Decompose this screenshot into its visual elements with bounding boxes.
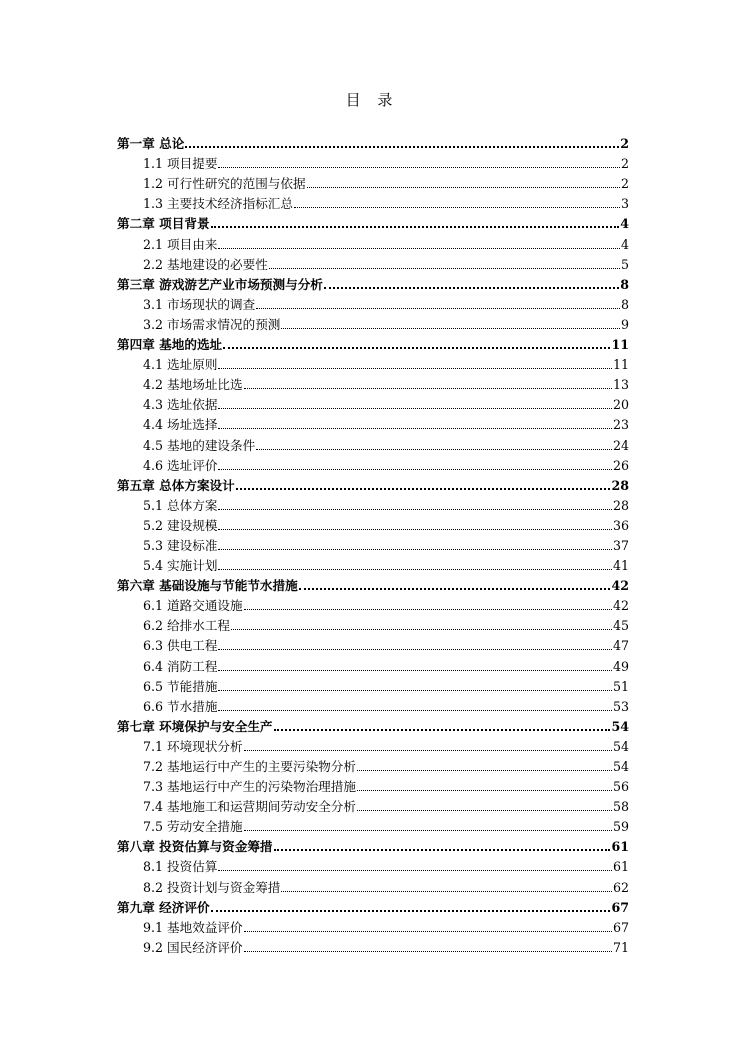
- toc-section-entry[interactable]: [117, 353, 629, 373]
- toc-section-entry[interactable]: [117, 855, 629, 875]
- toc-section-entry[interactable]: [117, 795, 629, 815]
- toc-chapter-entry[interactable]: [117, 715, 629, 735]
- toc-dot-leader: [236, 487, 611, 490]
- toc-dot-leader: [299, 587, 611, 590]
- toc-chapter-entry[interactable]: [117, 132, 629, 152]
- toc-entry-label: 6.6 节水措施: [143, 698, 218, 714]
- toc-page-number: 2: [620, 156, 629, 172]
- toc-section-entry[interactable]: [117, 393, 629, 413]
- toc-chapter-entry[interactable]: [117, 835, 629, 855]
- toc-entry-label: 7.2 基地运行中产生的主要污染物分析: [143, 759, 356, 774]
- toc-section-entry[interactable]: [117, 514, 629, 534]
- toc-page-number: 3: [620, 196, 629, 212]
- toc-entry-label: 7.1 环境现状分析: [143, 738, 243, 754]
- toc-section-entry[interactable]: [117, 373, 629, 393]
- toc-section-entry[interactable]: [117, 755, 629, 775]
- toc-section-entry[interactable]: [117, 454, 629, 474]
- toc-entry-label: 第八章 投资估算与资金筹措: [117, 839, 273, 855]
- toc-dot-leader: [357, 769, 612, 771]
- toc-section-entry[interactable]: [117, 534, 629, 554]
- toc-section-entry[interactable]: [117, 494, 629, 514]
- toc-section-entry[interactable]: [117, 654, 629, 674]
- toc-page-number: 58: [612, 799, 629, 815]
- toc-page-number: 45: [612, 618, 629, 634]
- toc-dot-leader: [269, 267, 620, 269]
- toc-entry-label: 5.1 总体方案: [143, 497, 218, 513]
- toc-dot-leader: [218, 427, 612, 429]
- toc-page-number: 42: [611, 578, 629, 594]
- toc-dot-leader: [185, 145, 619, 148]
- toc-section-entry[interactable]: [117, 875, 629, 895]
- toc-page-number: 61: [612, 859, 629, 875]
- toc-dot-leader: [231, 628, 612, 630]
- toc-page-number: 11: [611, 337, 629, 353]
- toc-dot-leader: [307, 186, 620, 188]
- toc-dot-leader: [218, 709, 612, 711]
- toc-entry-label: 9.1 基地效益评价: [143, 919, 243, 935]
- toc-entry-label: 3.1 市场现状的调查: [143, 296, 256, 312]
- toc-entry-label: 第三章 游戏游艺产业市场预测与分析: [117, 276, 323, 292]
- toc-page-number: 8: [620, 276, 629, 292]
- toc-page-number: 47: [612, 638, 629, 654]
- toc-entry-label: 5.4 实施计划: [143, 558, 218, 574]
- toc-entry-label: 7.5 劳动安全措施: [143, 819, 243, 835]
- toc-section-entry[interactable]: [117, 936, 629, 956]
- toc-page-number: 53: [612, 698, 629, 714]
- toc-entry-label: 1.3 主要技术经济指标汇总: [143, 196, 293, 212]
- toc-dot-leader: [218, 247, 620, 249]
- toc-entry-label: 6.5 节能措施: [143, 678, 218, 694]
- toc-entry-label: 4.5 基地的建设条件: [143, 437, 256, 453]
- toc-section-entry[interactable]: [117, 232, 629, 252]
- toc-entry-label: 6.2 给排水工程: [143, 618, 231, 634]
- toc-dot-leader: [324, 286, 619, 289]
- toc-entry-label: 第二章 项目背景: [117, 216, 210, 232]
- toc-dot-leader: [244, 749, 612, 751]
- toc-dot-leader: [218, 689, 612, 691]
- toc-entry-label: 第一章 总论: [117, 136, 185, 152]
- toc-entry-label: 1.2 可行性研究的范围与依据: [143, 176, 306, 192]
- toc-section-entry[interactable]: [117, 695, 629, 715]
- toc-page-number: 71: [612, 939, 629, 955]
- toc-chapter-entry[interactable]: [117, 273, 629, 293]
- toc-entry-label: 6.1 道路交通设施: [143, 598, 243, 614]
- toc-page-number: 20: [612, 397, 629, 413]
- toc-page-number: 59: [612, 819, 629, 835]
- toc-entry-label: 2.2 基地建设的必要性: [143, 256, 268, 272]
- toc-page-number: 2: [620, 136, 629, 152]
- table-of-contents: [117, 132, 629, 956]
- toc-section-entry[interactable]: [117, 413, 629, 433]
- toc-page-number: 28: [611, 477, 629, 493]
- toc-dot-leader: [274, 848, 611, 851]
- toc-entry-label: 4.4 场址选择: [143, 417, 218, 433]
- toc-entry-label: 4.1 选址原则: [143, 357, 218, 373]
- toc-dot-leader: [244, 387, 612, 389]
- toc-dot-leader: [218, 648, 612, 650]
- toc-dot-leader: [218, 166, 620, 168]
- toc-chapter-entry[interactable]: [117, 333, 629, 353]
- page-title: 目 录: [345, 91, 399, 109]
- toc-section-entry[interactable]: [117, 152, 629, 172]
- toc-entry-label: 4.3 选址依据: [143, 397, 218, 413]
- toc-page-number: 13: [612, 377, 629, 393]
- toc-section-entry[interactable]: [117, 253, 629, 273]
- toc-section-entry[interactable]: [117, 614, 629, 634]
- toc-section-entry[interactable]: [117, 433, 629, 453]
- toc-entry-label: 6.3 供电工程: [143, 638, 218, 654]
- toc-page-number: 61: [611, 839, 629, 855]
- toc-page-number: 37: [612, 537, 629, 553]
- toc-entry-label: 第五章 总体方案设计: [117, 477, 235, 493]
- toc-dot-leader: [223, 346, 610, 349]
- toc-entry-label: 4.2 基地场址比选: [143, 377, 243, 393]
- toc-entry-label: 第六章 基础设施与节能节水措施: [117, 578, 298, 594]
- toc-section-entry[interactable]: [117, 735, 629, 755]
- toc-dot-leader: [281, 890, 612, 892]
- toc-entry-label: 2.1 项目由来: [143, 236, 218, 252]
- toc-page-number: 67: [611, 899, 629, 915]
- toc-dot-leader: [274, 728, 611, 731]
- toc-dot-leader: [244, 950, 612, 952]
- toc-dot-leader: [211, 909, 611, 912]
- toc-page-number: 23: [612, 417, 629, 433]
- toc-dot-leader: [218, 468, 612, 470]
- toc-page-number: 5: [620, 256, 629, 272]
- toc-dot-leader: [218, 407, 612, 409]
- toc-dot-leader: [244, 829, 612, 831]
- toc-entry-label: 8.2 投资计划与资金筹措: [143, 879, 281, 895]
- toc-dot-leader: [218, 669, 612, 671]
- toc-section-entry[interactable]: [117, 775, 629, 795]
- toc-section-entry[interactable]: [117, 634, 629, 654]
- toc-section-entry[interactable]: [117, 554, 629, 574]
- toc-page-number: 54: [612, 759, 629, 774]
- toc-entry-label: 4.6 选址评价: [143, 457, 218, 473]
- toc-entry-label: 9.2 国民经济评价: [143, 939, 243, 955]
- toc-dot-leader: [294, 206, 620, 208]
- toc-page-number: 4: [620, 236, 629, 252]
- toc-dot-leader: [357, 789, 612, 791]
- toc-entry-label: 7.4 基地施工和运营期间劳动安全分析: [143, 799, 356, 815]
- toc-chapter-entry[interactable]: [117, 574, 629, 594]
- toc-dot-leader: [218, 568, 612, 570]
- toc-section-entry[interactable]: [117, 192, 629, 212]
- toc-page-number: 51: [612, 678, 629, 694]
- toc-page-number: 24: [612, 437, 629, 453]
- toc-page-number: 8: [620, 296, 629, 312]
- toc-section-entry[interactable]: [117, 313, 629, 333]
- toc-entry-label: 第九章 经济评价: [117, 899, 210, 915]
- toc-page-number: 28: [612, 497, 629, 513]
- toc-section-entry[interactable]: [117, 675, 629, 695]
- toc-entry-label: 5.3 建设标准: [143, 537, 218, 553]
- toc-section-entry[interactable]: [117, 815, 629, 835]
- toc-entry-label: 7.3 基地运行中产生的污染物治理措施: [143, 779, 356, 795]
- toc-section-entry[interactable]: [117, 594, 629, 614]
- toc-entry-label: 5.2 建设规模: [143, 517, 218, 533]
- toc-page-number: 11: [612, 357, 629, 373]
- toc-dot-leader: [218, 869, 612, 871]
- toc-dot-leader: [211, 225, 620, 228]
- toc-page-number: 49: [612, 658, 629, 674]
- toc-chapter-entry[interactable]: [117, 212, 629, 232]
- toc-dot-leader: [281, 327, 620, 329]
- toc-page-number: 56: [612, 779, 629, 795]
- toc-dot-leader: [244, 608, 612, 610]
- toc-dot-leader: [244, 930, 612, 932]
- toc-entry-label: 8.1 投资估算: [143, 859, 218, 875]
- toc-dot-leader: [218, 367, 612, 369]
- toc-page-number: 54: [611, 718, 629, 734]
- toc-page-number: 26: [612, 457, 629, 473]
- toc-page-number: 41: [612, 558, 629, 574]
- toc-dot-leader: [256, 307, 620, 309]
- toc-page-number: 36: [612, 517, 629, 533]
- toc-page-number: 62: [612, 879, 629, 895]
- toc-entry-label: 1.1 项目提要: [143, 156, 218, 172]
- toc-chapter-entry[interactable]: [117, 474, 629, 494]
- toc-section-entry[interactable]: [117, 172, 629, 192]
- toc-section-entry[interactable]: [117, 916, 629, 936]
- toc-page-number: 2: [620, 176, 629, 192]
- toc-section-entry[interactable]: [117, 293, 629, 313]
- toc-dot-leader: [218, 508, 612, 510]
- toc-dot-leader: [256, 448, 612, 450]
- toc-entry-label: 第七章 环境保护与安全生产: [117, 718, 273, 734]
- toc-entry-label: 第四章 基地的选址: [117, 337, 223, 353]
- toc-page-number: 42: [612, 598, 629, 614]
- toc-dot-leader: [357, 809, 612, 811]
- toc-dot-leader: [218, 548, 612, 550]
- toc-chapter-entry[interactable]: [117, 896, 629, 916]
- toc-page-number: 4: [620, 216, 629, 232]
- toc-page-number: 54: [612, 738, 629, 754]
- toc-page-number: 9: [620, 316, 629, 332]
- toc-dot-leader: [218, 528, 612, 530]
- toc-entry-label: 6.4 消防工程: [143, 658, 218, 674]
- toc-entry-label: 3.2 市场需求情况的预测: [143, 316, 281, 332]
- toc-page-number: 67: [612, 919, 629, 935]
